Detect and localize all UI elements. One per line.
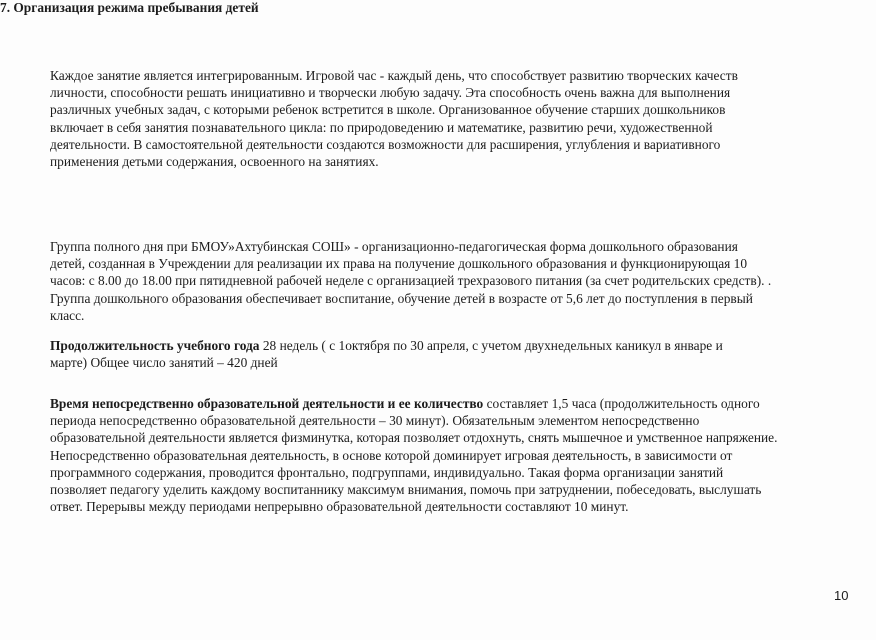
text-line: детей, созданная в Учреждении для реализации их права на получение дошкольного образования и функционирующая 10 [50, 256, 748, 272]
text-line: различных учебных задач, с которыми ребенок встретится в школе. Организованное обучение старших дошкольников [50, 102, 726, 118]
text-line: периода непосредственно образовательной деятельности – 30 минут). Обязательным элементом непосредственно [50, 413, 700, 429]
text-line: позволяет педагогу уделить каждому воспитаннику максимум внимания, помочь при затруднении, побеседовать, выслушать [50, 482, 762, 498]
paragraph-educational-activity-time [50, 395, 777, 515]
paragraph-school-year-duration [50, 337, 723, 371]
text-line: часов: с 8.00 до 18.00 при пятидневной рабочей неделе с организацией трехразового питания (за счет родительских средств). . [50, 273, 772, 289]
text-line: образовательной деятельности является физминутка, которая позволяет отдохнуть, снять мышечное и умственное напряжение. [50, 430, 778, 446]
text-line: деятельности. В самостоятельной деятельности создаются возможности для расширения, углубления и вариативного [50, 136, 721, 152]
text-line: Группа полного дня при БМОУ»Ахтубинская СОШ» - организационно-педагогическая форма дошкольного образования [50, 239, 738, 254]
line-rest: 28 недель ( с 1октября по 30 апреля, с учетом двухнедельных каникул в январе и [259, 338, 723, 353]
text-line: Каждое занятие является интегрированным. Игровой час - каждый день, что способствует развитию творческих качеств [50, 68, 738, 83]
bold-lead: Продолжительность учебного года [50, 338, 260, 353]
text-line: класс. [50, 307, 85, 323]
bold-lead: Время непосредственно образовательной деятельности и ее количество [50, 396, 484, 411]
page-number: 10 [834, 588, 849, 603]
paragraph-integrated-lessons [50, 67, 738, 170]
text-line: ответ. Перерывы между периодами непрерывно образовательной деятельности составляют 10 минут. [50, 499, 629, 515]
text-line [50, 395, 777, 412]
text-line: Непосредственно образовательная деятельность, в основе которой доминирует игровая деятельность, в зависимости от [50, 447, 733, 463]
section-heading: 7. Организация режима пребывания детей [0, 0, 259, 15]
text-line: Группа дошкольного образования обеспечивает воспитание, обучение детей в возрасте от 5,6 лет до поступления в первый [50, 290, 753, 306]
text-line: применения детьми содержания, освоенного на занятиях. [50, 154, 379, 170]
paragraph-full-day-group [50, 238, 771, 324]
text-line [50, 337, 723, 354]
text-line: включает в себя занятия познавательного цикла: по природоведению и математике, развитию речи, художественной [50, 119, 713, 135]
text-line: личности, способности решать инициативно и творчески любую задачу. Эта способность очень важна для выполнения [50, 85, 731, 101]
text-line: программного содержания, проводится фронтально, подгруппами, индивидуально. Такая форма организации занятий [50, 464, 724, 480]
line-rest: составляет 1,5 часа (продолжительность одного [483, 396, 760, 411]
text-line: марте) Общее число занятий – 420 дней [50, 355, 278, 371]
